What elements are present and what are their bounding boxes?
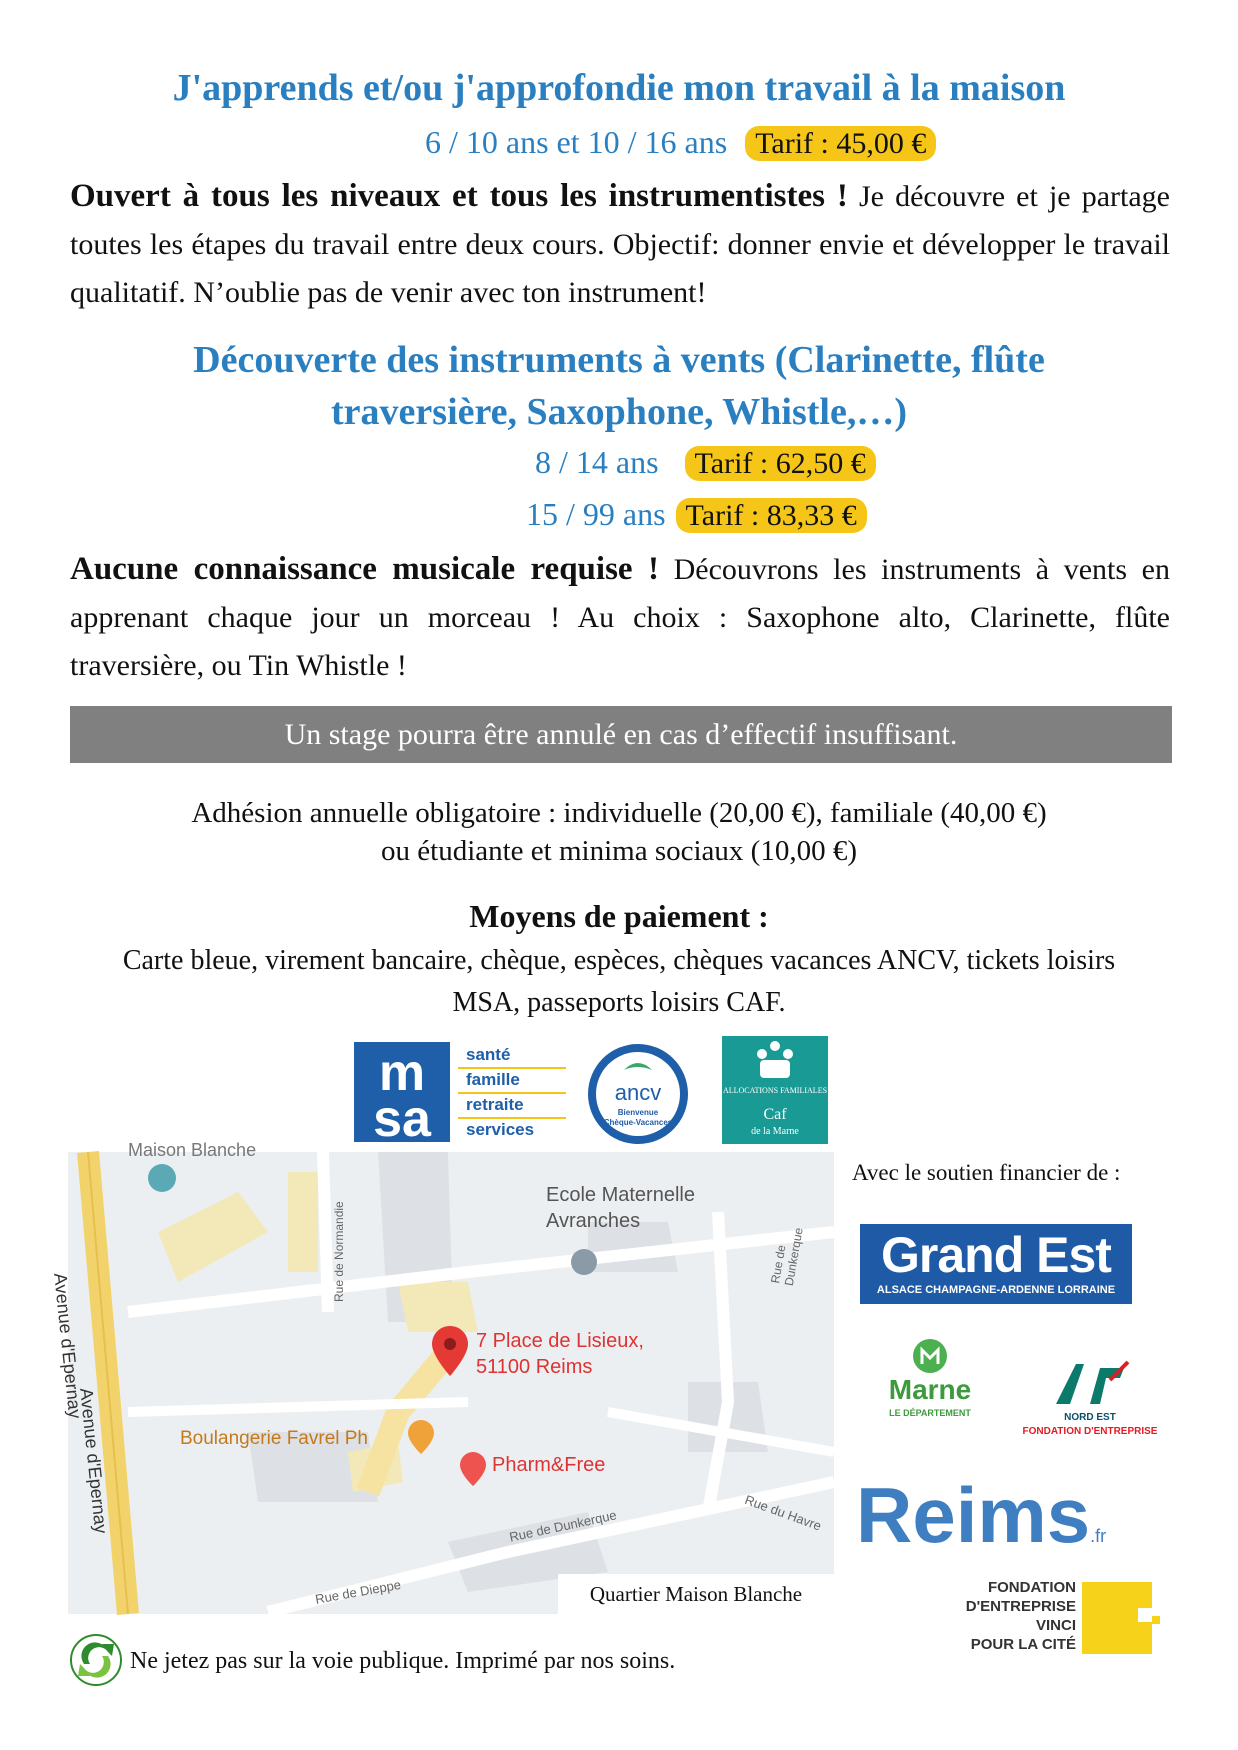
map-label-dieppe: Rue de Dieppe — [314, 1576, 403, 1607]
svg-text:m: m — [378, 1044, 426, 1102]
msa-line-1: famille — [466, 1070, 520, 1089]
vinci-line-3: POUR LA CITÉ — [970, 1636, 1076, 1653]
section1-lead: Ouvert à tous les niveaux et tous les instrumentistes ! — [70, 178, 848, 214]
map-caption: Quartier Maison Blanche — [558, 1574, 834, 1614]
map-label-avenue-2: Avenue d'Epernay — [76, 1387, 112, 1535]
section2-title-line1: Découverte des instruments à vents (Clarinette, flûte — [193, 339, 1045, 381]
map-address-line2: 51100 Reims — [476, 1356, 593, 1378]
section2-title-line2: traversière, Saxophone, Whistle,…) — [331, 391, 907, 433]
section2-ages-row-b — [526, 496, 867, 533]
reims-fr: .fr — [1090, 1526, 1107, 1546]
caf-emblem-icon — [722, 1036, 828, 1086]
section1-tarif: Tarif : 45,00 € — [745, 126, 936, 161]
marne-sub: LE DÉPARTEMENT — [889, 1408, 971, 1418]
payment-line1: Carte bleue, virement bancaire, chèque, espèces, chèques vacances ANCV, tickets loisirs — [122, 945, 1116, 976]
map-label-ecole-1: Ecole Maternelle — [546, 1184, 695, 1206]
map-label-dunkerque-1: Rue de Dunkerque — [768, 1226, 806, 1287]
section2-paragraph — [70, 545, 1170, 690]
msa-line-3: services — [466, 1120, 535, 1139]
msa-logo — [354, 1042, 566, 1148]
section1-ages: 6 / 10 ans et 10 / 16 ans — [425, 124, 728, 160]
msa-line-0: santé — [466, 1045, 511, 1064]
marne-emblem-icon — [912, 1338, 948, 1374]
caf-sub: de la Marne — [751, 1126, 799, 1137]
recycle-icon — [70, 1634, 122, 1686]
section2-ages-row-a — [535, 444, 876, 481]
adhesion-line1: Adhésion annuelle obligatoire : individuelle (20,00 €), familiale (40,00 €) — [191, 797, 1047, 829]
cancellation-banner: Un stage pourra être annulé en cas d’effectif insuffisant. — [70, 706, 1172, 763]
section1-ages-row — [425, 124, 936, 168]
vinci-line-2: VINCI — [1035, 1617, 1076, 1634]
section2-ages-a: 8 / 14 ans — [535, 444, 659, 480]
payment-title: Moyens de paiement : — [469, 898, 769, 934]
svg-text:sa: sa — [373, 1090, 431, 1148]
ancv-sub1: Bienvenue — [617, 1108, 659, 1117]
ancv-logo — [586, 1042, 690, 1146]
ancv-sub2: Chèque-Vacances — [603, 1118, 673, 1127]
ca-sub1: NORD EST — [1064, 1412, 1116, 1423]
map-address-line1: 7 Place de Lisieux, — [476, 1330, 644, 1352]
section1-title: J'apprends et/ou j'approfondie mon travail à la maison — [172, 67, 1066, 109]
map-label-dunkerque-2: Rue de Dunkerque — [508, 1507, 618, 1545]
vinci-square-icon — [1082, 1582, 1160, 1654]
map-label-boulangerie: Boulangerie Favrel Ph — [180, 1428, 368, 1449]
marne-text: Marne — [888, 1374, 972, 1405]
msa-line-2: retraite — [466, 1095, 524, 1114]
caf-logo — [722, 1036, 828, 1144]
vinci-line-0: FONDATION — [987, 1579, 1076, 1596]
marne-logo — [874, 1338, 986, 1418]
section2-body: Découvrons les instruments à vents en apprenant chaque jour un morceau ! Au choix : Saxophone alto, Clarinette, flûte traversière, ou Tin Whistle ! — [70, 553, 1170, 682]
bakery-marker-icon — [408, 1420, 434, 1454]
payment-line2: MSA, passeports loisirs CAF. — [452, 987, 786, 1018]
location-map[interactable] — [50, 1140, 834, 1614]
pharmacy-marker-icon — [460, 1452, 486, 1486]
section1-paragraph — [70, 172, 1170, 317]
map-label-avenue-1: Avenue d'Epernay — [50, 1272, 86, 1420]
grandest-logo — [860, 1224, 1132, 1304]
map-label-ecole-2: Avranches — [546, 1210, 641, 1232]
adhesion-line2: ou étudiante et minima sociaux (10,00 €) — [381, 835, 857, 867]
grandest-sub: ALSACE CHAMPAGNE-ARDENNE LORRAINE — [876, 1284, 1116, 1296]
caf-top: ALLOCATIONS FAMILIALES — [722, 1086, 828, 1095]
section1-body: Je découvre et je partage toutes les étapes du travail entre deux cours. Objectif: donner envie et développer le travail qualitatif. N’oublie pas de venir avec ton instrument! — [70, 180, 1170, 309]
reims-text: Reims — [856, 1471, 1091, 1559]
map-streets — [68, 1152, 834, 1614]
section2-tarif-b: Tarif : 83,33 € — [676, 498, 867, 533]
section2-ages-b: 15 / 99 ans — [526, 496, 666, 532]
sponsors-title: Avec le soutien financier de : — [852, 1160, 1121, 1185]
map-label-pharmacy: Pharm&Free — [492, 1454, 606, 1476]
ancv-text: ancv — [614, 1080, 662, 1105]
map-label-maison-blanche: Maison Blanche — [128, 1140, 257, 1160]
section2-lead: Aucune connaissance musicale requise ! — [70, 551, 659, 587]
caf-name: Caf — [763, 1106, 787, 1123]
map-pin-icon — [432, 1326, 468, 1376]
vinci-logo — [950, 1578, 1160, 1658]
map-label-rue-normandie: Rue de Normandie — [332, 1201, 346, 1302]
credit-agricole-emblem-icon — [1050, 1360, 1130, 1410]
section2-tarif-a: Tarif : 62,50 € — [685, 446, 876, 481]
credit-agricole-logo — [1010, 1360, 1170, 1440]
ca-sub2: FONDATION D'ENTREPRISE — [1022, 1426, 1158, 1437]
reims-logo — [856, 1470, 1107, 1559]
map-label-havre: Rue du Havre — [742, 1492, 824, 1534]
grandest-text: Grand Est — [881, 1227, 1111, 1283]
vinci-line-1: D'ENTREPRISE — [965, 1598, 1076, 1615]
footer-text: Ne jetez pas sur la voie publique. Imprimé par nos soins. — [130, 1648, 676, 1674]
